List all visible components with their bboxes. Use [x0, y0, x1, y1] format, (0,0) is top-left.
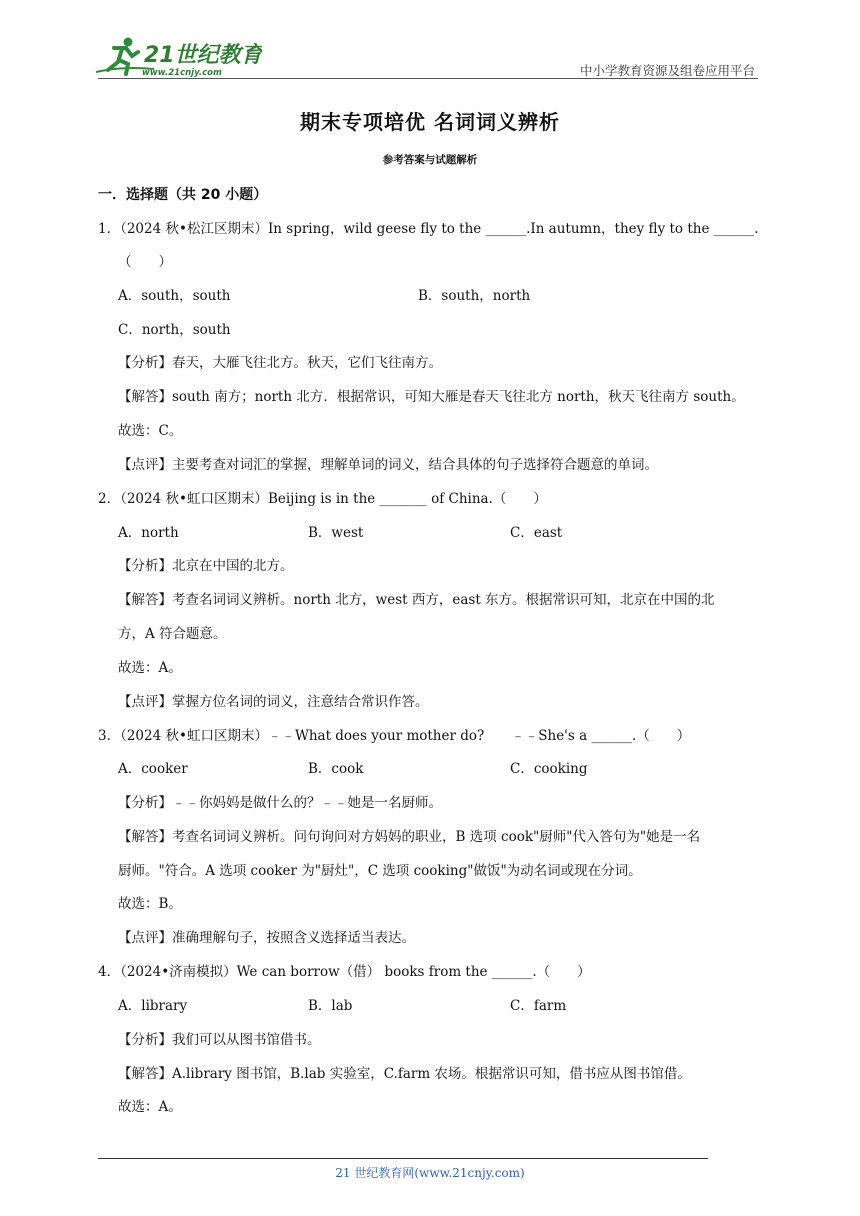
question-4-option-a: A．library	[118, 998, 188, 1014]
question-1-comment: 【点评】主要考查对词汇的掌握，理解单词的词义，结合具体的句子选择符合题意的单词。	[118, 457, 658, 473]
question-3-option-b: B．cook	[308, 761, 364, 777]
runner-logo-icon	[92, 36, 262, 80]
header-divider	[98, 78, 758, 79]
logo-text: 21世纪教育	[144, 43, 262, 68]
question-1-choice: 故选：C。	[118, 423, 183, 439]
question-3-stem: 3．（2024 秋•虹口区期末）﹣﹣What does your mother do? ﹣﹣She's a ______.（ ）	[98, 728, 691, 744]
question-2-option-b: B．west	[308, 525, 364, 541]
logo-url: www.21cnjy.com	[142, 68, 222, 78]
page-subtitle: 参考答案与试题解析	[382, 154, 478, 166]
question-3-answer-cont: 厨师。"符合。A 选项 cooker 为"厨灶"，C 选项 cooking"做饭"为动名词或现在分词。	[118, 863, 642, 879]
question-2-option-a: A．north	[118, 525, 179, 541]
question-1-option-c: C．north，south	[118, 322, 231, 338]
question-1-stem-cont: （ ）	[118, 254, 172, 270]
question-2-option-c: C．east	[510, 525, 563, 541]
question-4-option-b: B．lab	[308, 998, 353, 1014]
question-1-option-b: B．south，north	[418, 288, 531, 304]
question-3-option-a: A．cooker	[118, 761, 188, 777]
question-2-choice: 故选：A。	[118, 660, 182, 676]
question-3-option-c: C．cooking	[510, 761, 588, 777]
platform-name: 中小学教育资源及组卷应用平台	[579, 63, 755, 78]
question-1-analysis: 【分析】春天，大雁飞往北方。秋天，它们飞往南方。	[118, 355, 442, 371]
question-3-analysis: 【分析】﹣﹣你妈妈是做什么的？﹣﹣她是一名厨师。	[118, 795, 442, 811]
question-2-answer: 【解答】考查名词词义辨析。north 北方，west 西方，east 东方。根据常识可知，北京在中国的北	[118, 592, 715, 608]
question-4-analysis: 【分析】我们可以从图书馆借书。	[118, 1032, 321, 1048]
page-title: 期末专项培优 名词词义辨析	[300, 110, 560, 134]
question-2-comment: 【点评】掌握方位名词的词义，注意结合常识作答。	[118, 694, 429, 710]
section-heading: 一．选择题（共 20 小题）	[98, 187, 268, 203]
question-3-choice: 故选：B。	[118, 896, 182, 912]
question-4-stem: 4．（2024•济南模拟）We can borrow（借） books from the ______.（ ）	[98, 964, 591, 980]
question-2-stem: 2．（2024 秋•虹口区期末）Beijing is in the _______ of China.（ ）	[98, 491, 547, 507]
footer-divider	[98, 1158, 708, 1159]
question-4-answer: 【解答】A.library 图书馆，B.lab 实验室，C.farm 农场。根据常识可知，借书应从图书馆借。	[118, 1066, 691, 1082]
question-4-choice: 故选：A。	[118, 1099, 182, 1115]
question-4-option-c: C．farm	[510, 998, 567, 1014]
footer-link[interactable]: 21 世纪教育网(www.21cnjy.com)	[335, 1166, 525, 1180]
question-2-answer-cont: 方，A 符合题意。	[118, 626, 227, 642]
question-1-option-a: A．south，south	[118, 288, 231, 304]
question-3-comment: 【点评】准确理解句子，按照含义选择适当表达。	[118, 930, 415, 946]
question-2-analysis: 【分析】北京在中国的北方。	[118, 558, 294, 574]
question-1-stem: 1．（2024 秋•松江区期末）In spring，wild geese fly to the ______.In autumn，they fly to the ______.	[98, 221, 759, 237]
site-logo	[92, 36, 262, 80]
question-1-answer: 【解答】south 南方；north 北方．根据常识，可知大雁是春天飞往北方 north，秋天飞往南方 south。	[118, 389, 745, 405]
question-3-answer: 【解答】考查名词词义辨析。问句询问对方妈妈的职业，B 选项 cook"厨师"代入答句为"她是一名	[118, 829, 701, 845]
